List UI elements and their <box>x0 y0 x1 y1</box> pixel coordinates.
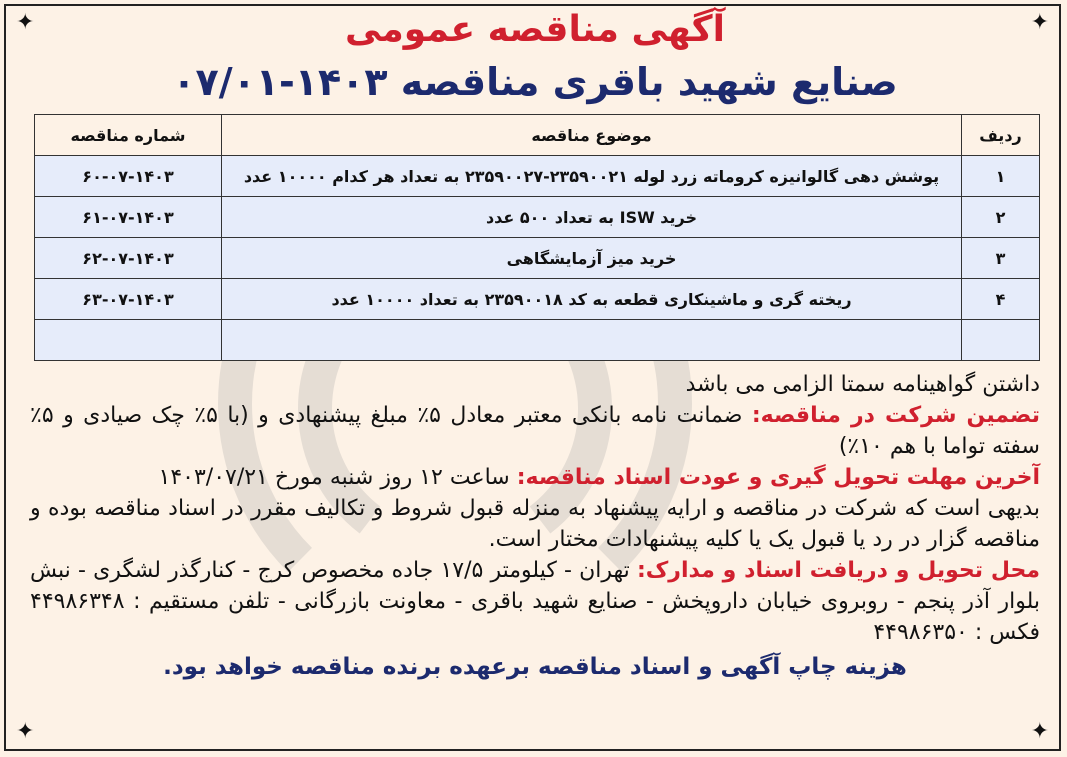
column-header-row: ردیف <box>962 115 1040 156</box>
tender-table <box>34 114 1040 361</box>
row-number: ۶۱-۰۷-۱۴۰۳ <box>35 197 222 238</box>
column-header-subject: موضوع مناقصه <box>222 115 962 156</box>
ad-content <box>30 8 1040 680</box>
ad-subtitle: صنایع شهید باقری مناقصه ۱۴۰۳-۰۷/۰۱ <box>172 60 898 104</box>
guarantee-paragraph <box>30 400 1040 462</box>
row-index: ۲ <box>962 197 1040 238</box>
address-text: تهران - کیلومتر ۱۷/۵ جاده مخصوص کرج - کنارگذر لشگری - نبش بلوار آذر پنجم - روبروی خیابان داروپخش - صنایع شهید باقری - معاونت بازرگانی - تلفن مستقیم : ۴۴۹۸۶۳۴۸ فکس : ۴۴۹۸۶۳۵۰ <box>30 558 1040 645</box>
guarantee-text: ضمانت نامه بانکی معتبر معادل ۵٪ مبلغ پیشنهادی و (با ۵٪ چک صیادی و ۵٪ سفته تواما با هم ۱۰٪) <box>30 403 1040 459</box>
row-index: ۳ <box>962 238 1040 279</box>
address-paragraph <box>30 555 1040 648</box>
row-subject: خرید میز آزمایشگاهی <box>222 238 962 279</box>
corner-ornament-icon: ✦ <box>1030 10 1049 35</box>
ad-body <box>30 369 1040 648</box>
footer-note: هزینه چاپ آگهی و اسناد مناقصه برعهده برنده مناقصه خواهد بود. <box>163 654 907 680</box>
row-number <box>35 320 222 361</box>
ad-title: آگهی مناقصه عمومی <box>345 9 725 50</box>
column-header-number: شماره مناقصه <box>35 115 222 156</box>
row-subject: ریخته گری و ماشینکاری قطعه به کد ۲۳۵۹۰۰۱۸ به تعداد ۱۰۰۰۰ عدد <box>222 279 962 320</box>
row-number: ۶۳-۰۷-۱۴۰۳ <box>35 279 222 320</box>
corner-ornament-icon: ✦ <box>1030 719 1049 744</box>
row-subject <box>222 320 962 361</box>
row-index: ۴ <box>962 279 1040 320</box>
row-index <box>962 320 1040 361</box>
table-row <box>35 238 1040 279</box>
table-row-empty <box>35 320 1040 361</box>
corner-ornament-icon: ✦ <box>16 719 35 744</box>
guarantee-label: تضمین شرکت در مناقصه: <box>751 403 1040 428</box>
corner-ornament-icon: ✦ <box>16 10 35 35</box>
row-subject: پوشش دهی گالوانیزه کروماته زرد لوله ۲۳۵۹۰۰۲۱-۲۳۵۹۰۰۲۷ به تعداد هر کدام ۱۰۰۰۰ عدد <box>222 156 962 197</box>
table-header-row <box>35 115 1040 156</box>
deadline-paragraph <box>30 462 1040 493</box>
deadline-text: ساعت ۱۲ روز شنبه مورخ ۱۴۰۳/۰۷/۲۱ <box>158 465 510 490</box>
notice-text: بدیهی است که شرکت در مناقصه و ارایه پیشنهاد به منزله قبول شروط و تکالیف مقرر در اسناد مناقصه بوده و مناقصه گزار در رد یا قبول یک یا کلیه پیشنهادات مختار است. <box>30 496 1040 552</box>
row-index: ۱ <box>962 156 1040 197</box>
row-number: ۶۰-۰۷-۱۴۰۳ <box>35 156 222 197</box>
row-number: ۶۲-۰۷-۱۴۰۳ <box>35 238 222 279</box>
row-subject: خرید ISW به تعداد ۵۰۰ عدد <box>222 197 962 238</box>
address-label: محل تحویل و دریافت اسناد و مدارک: <box>636 558 1040 583</box>
table-row <box>35 156 1040 197</box>
deadline-label: آخرین مهلت تحویل گیری و عودت اسناد مناقصه: <box>516 465 1040 490</box>
table-row <box>35 279 1040 320</box>
requirement-text: داشتن گواهینامه سمتا الزامی می باشد <box>685 372 1040 397</box>
table-row <box>35 197 1040 238</box>
